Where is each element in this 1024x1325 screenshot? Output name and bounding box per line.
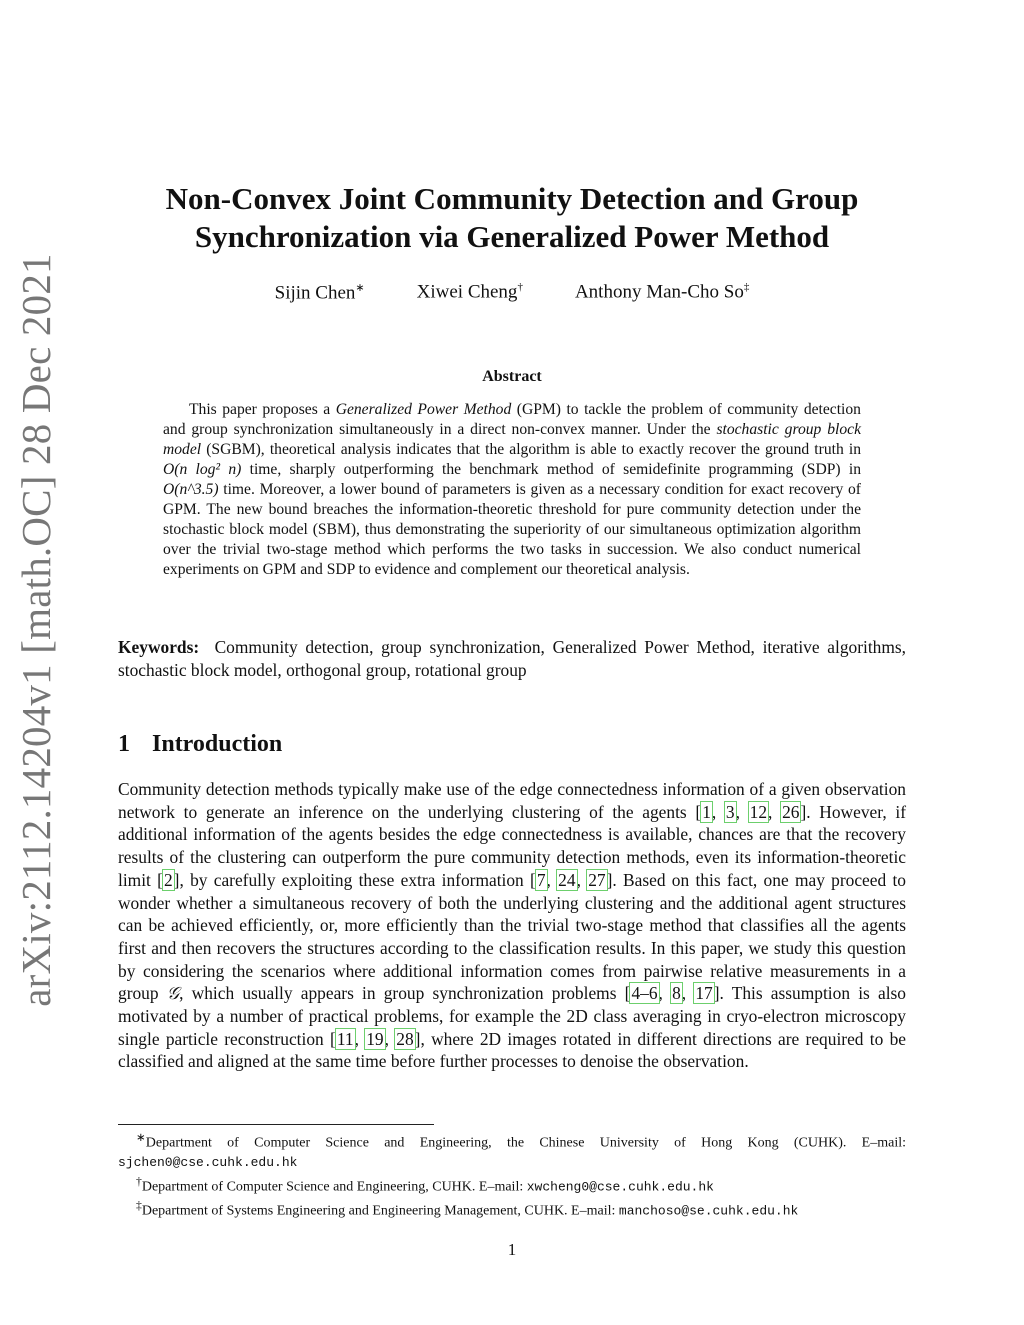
abstract-text: (GPM) to tackle the problem of community detection and group synchronization simultaneously in a direct non-convex manner. Under the	[163, 401, 861, 438]
citation-link[interactable]: 4–6	[631, 983, 658, 1004]
footnotes	[118, 1128, 906, 1221]
citation-link[interactable]: 11	[336, 1028, 354, 1049]
citation-link[interactable]: 27	[588, 869, 606, 890]
citation-link[interactable]: 28	[396, 1028, 414, 1049]
section-heading	[118, 731, 282, 758]
footnote-email[interactable]: manchoso@se.cuhk.edu.hk	[618, 1203, 799, 1219]
section-title: Introduction	[152, 731, 283, 757]
abstract-emphasis: stochastic group block model	[163, 421, 861, 458]
keywords	[118, 636, 906, 682]
citation-link[interactable]: 19	[366, 1028, 384, 1049]
footnote-rule	[118, 1124, 434, 1125]
abstract-text: (SGBM), theoretical analysis indicates that the algorithm is able to exactly recover the ground truth in	[201, 441, 861, 458]
author-name: Anthony Man-Cho So	[574, 281, 744, 303]
abstract-heading: Abstract	[482, 368, 542, 385]
intro-text: . This assumption is also motivated by a number of practical problems, for example the 2D class averaging in cryo-electron microscopy single particle reconstruction	[118, 983, 906, 1049]
footnote-text: Department of Computer Science and Engineering, the Chinese University of Hong Kong (CUHK). E–mail:	[145, 1135, 906, 1151]
footnote-email[interactable]: xwcheng0@cse.cuhk.edu.hk	[526, 1179, 714, 1195]
abstract-body	[163, 400, 861, 580]
page-number: 1	[507, 1240, 517, 1259]
section-number: 1	[118, 731, 130, 757]
abstract-math: O(n^3.5)	[163, 481, 219, 498]
keywords-text: Community detection, group synchronization, Generalized Power Method, iterative algorithms, stochastic block model, orthogonal group, rotational group	[118, 637, 906, 680]
abstract-emphasis: Generalized Power Method	[335, 401, 512, 418]
intro-text: , where 2D images rotated in different directions are required to be classified and aligned at the same time before further processes to denoise the observation.	[118, 1028, 906, 1072]
intro-text: . However, if additional information of the agents besides the edge connectedness is available, chances are that the recovery results of the clustering can outperform the pure community detection methods, even its information-theoretic limit	[118, 801, 906, 890]
footnote	[118, 1128, 906, 1172]
author-name: Sijin Chen	[274, 282, 356, 304]
citation-link[interactable]: 12	[749, 801, 768, 822]
author	[275, 281, 365, 304]
author-mark: ‡	[743, 281, 750, 293]
citation-link[interactable]: 1	[702, 801, 711, 822]
citation-link[interactable]: 7	[536, 869, 546, 890]
citation-link[interactable]: 8	[672, 983, 681, 1004]
intro-text: , which usually appears in group synchronization problems	[179, 983, 625, 1004]
footnote-mark: ∗	[136, 1131, 146, 1144]
intro-text: , by carefully exploiting these extra information	[179, 869, 531, 890]
introduction-paragraph: Community detection methods typically make use of the edge connectedness information of a given observation network to generate an inference on the underlying clustering of the agents [1, 3, 12, 26]. However, if additional information of the agents besides the edge connectedness is available, chances are that the recovery results of the clustering can outperform the pure community detection methods, even its information-theoretic limit [2], by carefully exploiting these extra information [7, 24, 27]. Based on this fact, one may proceed to wonder whether a simultaneous recovery of both the underlying clustering and the additional agent structures can be achieved efficiently, or, more efficiently than the trivial two-stage method that classifies all the agents first and then recovers the structures according to the classification results. In this paper, we study this question by considering the scenarios where additional information comes from pairwise relative measurements in a group 𝒢, which usually appears in group synchronization problems [4–6, 8, 17]. This assumption is also motivated by a number of practical problems, for example the 2D class averaging in cryo-electron microscopy single particle reconstruction [11, 19, 28], where 2D images rotated in different directions are required to be classified and aligned at the same time before further processes to denoise the observation.	[118, 779, 907, 1072]
citation-link[interactable]: 24	[558, 869, 576, 890]
title-line-1: Non-Convex Joint Community Detection and Group	[165, 181, 859, 216]
author	[575, 281, 749, 304]
citation-link[interactable]: 17	[695, 983, 713, 1004]
footnote-mark: ‡	[136, 1199, 142, 1213]
abstract-math: O(n log² n)	[163, 461, 242, 478]
keywords-label: Keywords:	[118, 637, 200, 657]
footnote-text: Department of Computer Science and Engineering, CUHK. E–mail:	[141, 1179, 527, 1195]
author-mark: †	[517, 281, 523, 293]
title-line-2: Synchronization via Generalized Power Method	[194, 219, 830, 254]
footnote	[118, 1196, 906, 1221]
paper-title	[100, 180, 924, 256]
arxiv-side-stamp: arXiv:2112.14204v1 [math.OC] 28 Dec 2021	[13, 253, 59, 1007]
footnote-text: Department of Systems Engineering and Engineering Management, CUHK. E–mail:	[141, 1203, 619, 1219]
author-list	[200, 281, 824, 304]
citation-link[interactable]: 3	[725, 801, 735, 822]
footnote-email[interactable]: sjchen0@cse.cuhk.edu.hk	[118, 1154, 298, 1170]
abstract-text: This paper proposes a	[189, 401, 336, 418]
intro-text: Community detection methods typically make use of the edge connectedness information of a given observation network to generate an inference on the underlying clustering of the agents	[118, 779, 906, 822]
author	[417, 281, 523, 304]
footnote-mark: †	[136, 1174, 142, 1188]
group-symbol: 𝒢	[166, 983, 180, 1004]
intro-text: . Based on this fact, one may proceed to wonder whether a simultaneous recovery of both the underlying clustering and the additional agent structures can be achieved efficiently, or, more efficiently than the trivial two-stage method that classifies all the agents first and then recovers the structures according to the classification results. In this paper, we study this question by considering the scenarios where additional information comes from pairwise relative measurements in a group	[118, 869, 907, 1004]
abstract-text: time, sharply outperforming the benchmark method of semidefinite programming (SDP) in	[241, 461, 862, 478]
citation-link[interactable]: 26	[782, 801, 800, 822]
author-name: Xiwei Cheng	[416, 281, 518, 303]
author-mark: ∗	[355, 282, 365, 294]
abstract-text: time. Moreover, a lower bound of parameters is given as a necessary condition for exact recovery of GPM. The new bound breaches the information-theoretic threshold for pure community detection under the stochastic block model (SBM), thus demonstrating the superiority of our simultaneous optimization algorithm over the trivial two-stage method which performs the two tasks in succession. We also conduct numerical experiments on GPM and SDP to evidence and complement our theoretical analysis.	[163, 481, 861, 578]
citation-link[interactable]: 2	[163, 869, 173, 890]
footnote	[118, 1172, 906, 1197]
